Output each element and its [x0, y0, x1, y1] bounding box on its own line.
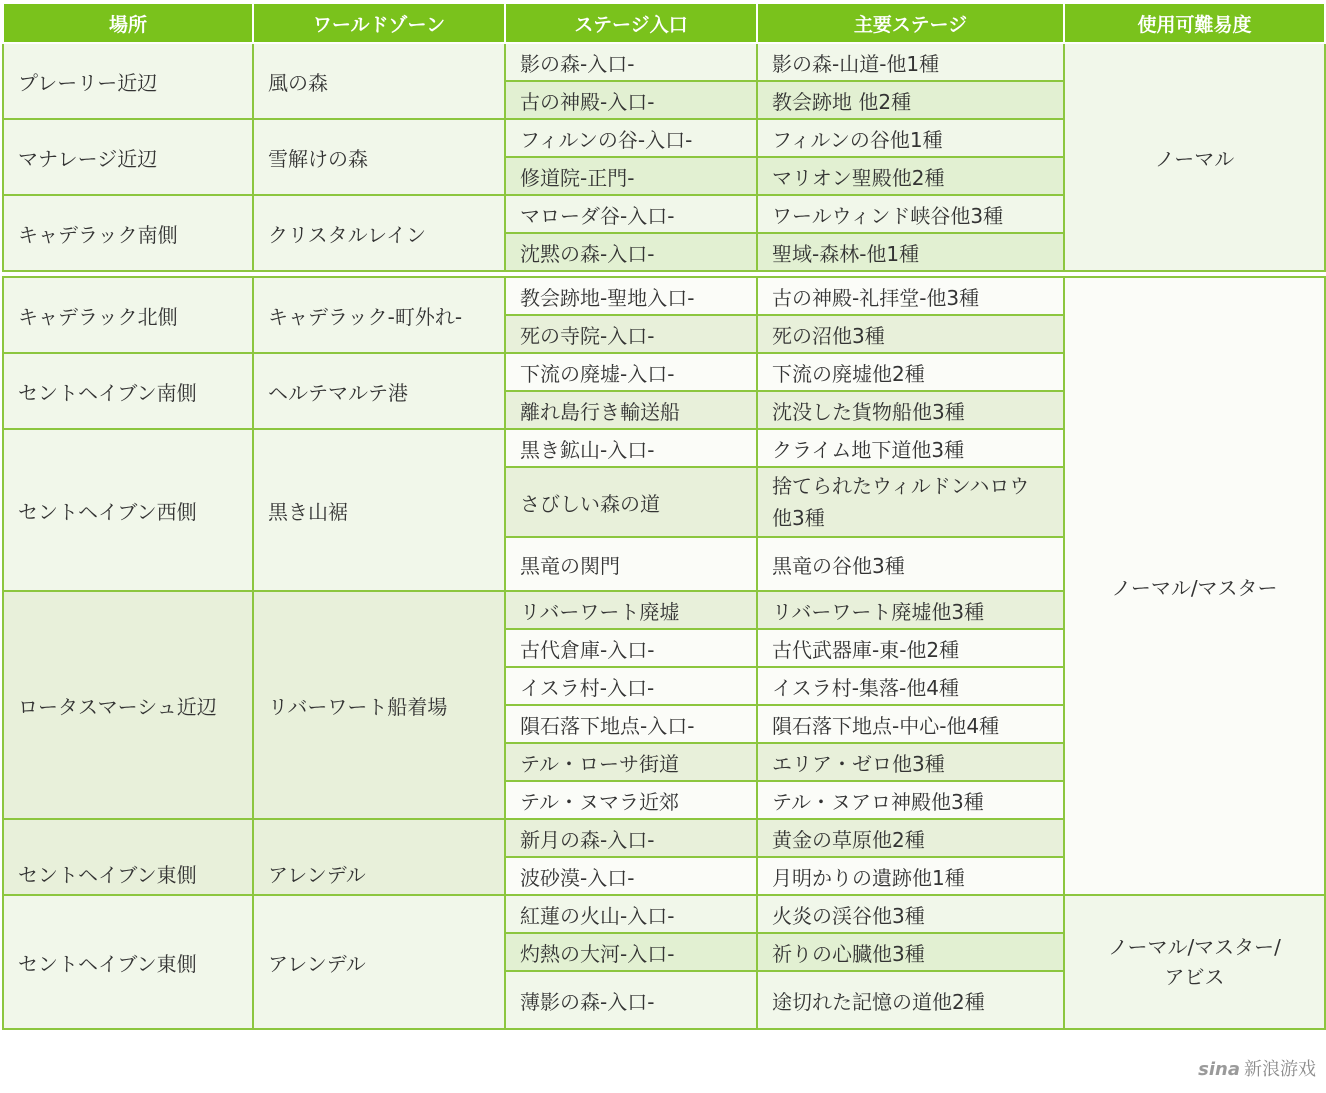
header-main-stage: 主要ステージ	[757, 3, 1064, 43]
header-row	[3, 3, 1325, 43]
entrance-cell: さびしい森の道	[505, 467, 757, 537]
entrance-cell: 下流の廃墟-入口-	[505, 353, 757, 391]
entrance-cell: 沈黙の森-入口-	[505, 233, 757, 271]
main-stage-cell: イスラ村-集落-他4種	[757, 667, 1064, 705]
main-stage-cell: 祈りの心臓他3種	[757, 933, 1064, 971]
place-cell: セントヘイブン西側	[3, 429, 253, 591]
main-stage-cell: 下流の廃墟他2種	[757, 353, 1064, 391]
entrance-cell: 隕石落下地点-入口-	[505, 705, 757, 743]
entrance-cell: 古の神殿-入口-	[505, 81, 757, 119]
place-cell: ロータスマーシュ近辺	[3, 591, 253, 819]
place-cell: キャデラック北側	[3, 277, 253, 353]
main-stage-cell: フィルンの谷他1種	[757, 119, 1064, 157]
main-stage-cell: クライム地下道他3種	[757, 429, 1064, 467]
entrance-cell: イスラ村-入口-	[505, 667, 757, 705]
zone-cell: クリスタルレイン	[253, 195, 505, 271]
entrance-cell: 修道院-正門-	[505, 157, 757, 195]
main-stage-cell: ワールウィンド峡谷他3種	[757, 195, 1064, 233]
main-stage-cell: 黒竜の谷他3種	[757, 537, 1064, 591]
entrance-cell: 紅蓮の火山-入口-	[505, 895, 757, 933]
main-stage-cell: 途切れた記憶の道他2種	[757, 971, 1064, 1029]
place-cell: セントヘイブン東側	[3, 819, 253, 895]
header-place: 場所	[3, 3, 253, 43]
zone-cell: 風の森	[253, 43, 505, 119]
place-cell: セントヘイブン東側	[3, 895, 253, 1029]
entrance-cell: テル・ローサ街道	[505, 743, 757, 781]
entrance-cell: リバーワート廃墟	[505, 591, 757, 629]
main-stage-line-2: 他3種	[772, 506, 825, 530]
main-stage-cell: テル・ヌアロ神殿他3種	[757, 781, 1064, 819]
entrance-cell: テル・ヌマラ近郊	[505, 781, 757, 819]
watermark-text: 新浪游戏	[1244, 1059, 1316, 1080]
main-stage-cell: 月明かりの遺跡他1種	[757, 857, 1064, 895]
place-cell: プレーリー近辺	[3, 43, 253, 119]
table-row	[3, 277, 1325, 315]
entrance-cell: 古代倉庫-入口-	[505, 629, 757, 667]
difficulty-line-2: アビス	[1164, 965, 1225, 989]
main-stage-line-1: 捨てられたウィルドンハロウ	[772, 474, 1030, 498]
stage-table-container	[2, 2, 1324, 1030]
difficulty-cell	[1064, 895, 1325, 1029]
zone-cell: リバーワート船着場	[253, 591, 505, 819]
place-cell: マナレージ近辺	[3, 119, 253, 195]
zone-cell: 黒き山裾	[253, 429, 505, 591]
main-stage-cell: 火炎の渓谷他3種	[757, 895, 1064, 933]
watermark	[1198, 1055, 1316, 1081]
difficulty-cell: ノーマル/マスター	[1064, 277, 1325, 895]
zone-cell: アレンデル	[253, 895, 505, 1029]
entrance-cell: 新月の森-入口-	[505, 819, 757, 857]
stage-table	[2, 2, 1326, 1030]
main-stage-cell: 影の森-山道-他1種	[757, 43, 1064, 81]
entrance-cell: 波砂漠-入口-	[505, 857, 757, 895]
sina-logo: sina	[1198, 1059, 1240, 1080]
main-stage-cell: 古の神殿-礼拝堂-他3種	[757, 277, 1064, 315]
table-row	[3, 895, 1325, 933]
main-stage-cell: 聖域-森林-他1種	[757, 233, 1064, 271]
header-difficulty: 使用可難易度	[1064, 3, 1325, 43]
main-stage-cell: 沈没した貨物船他3種	[757, 391, 1064, 429]
place-cell: キャデラック南側	[3, 195, 253, 271]
entrance-cell: 薄影の森-入口-	[505, 971, 757, 1029]
main-stage-cell: 古代武器庫-東-他2種	[757, 629, 1064, 667]
entrance-cell: フィルンの谷-入口-	[505, 119, 757, 157]
place-cell: セントヘイブン南側	[3, 353, 253, 429]
entrance-cell: 灼熱の大河-入口-	[505, 933, 757, 971]
entrance-cell: 教会跡地-聖地入口-	[505, 277, 757, 315]
main-stage-cell: リバーワート廃墟他3種	[757, 591, 1064, 629]
zone-cell: アレンデル	[253, 819, 505, 895]
zone-cell: ヘルテマルテ港	[253, 353, 505, 429]
entrance-cell: 離れ島行き輸送船	[505, 391, 757, 429]
difficulty-line-1: ノーマル/マスター/	[1108, 935, 1281, 959]
header-entrance: ステージ入口	[505, 3, 757, 43]
entrance-cell: 黒き鉱山-入口-	[505, 429, 757, 467]
entrance-cell: 影の森-入口-	[505, 43, 757, 81]
entrance-cell: 黒竜の関門	[505, 537, 757, 591]
zone-cell: 雪解けの森	[253, 119, 505, 195]
main-stage-cell: エリア・ゼロ他3種	[757, 743, 1064, 781]
zone-cell: キャデラック-町外れ-	[253, 277, 505, 353]
table-row	[3, 43, 1325, 81]
entrance-cell: 死の寺院-入口-	[505, 315, 757, 353]
difficulty-cell: ノーマル	[1064, 43, 1325, 271]
main-stage-cell	[757, 467, 1064, 537]
main-stage-cell: 隕石落下地点-中心-他4種	[757, 705, 1064, 743]
main-stage-cell: 教会跡地 他2種	[757, 81, 1064, 119]
entrance-cell: マローダ谷-入口-	[505, 195, 757, 233]
main-stage-cell: 黄金の草原他2種	[757, 819, 1064, 857]
main-stage-cell: 死の沼他3種	[757, 315, 1064, 353]
main-stage-cell: マリオン聖殿他2種	[757, 157, 1064, 195]
header-zone: ワールドゾーン	[253, 3, 505, 43]
